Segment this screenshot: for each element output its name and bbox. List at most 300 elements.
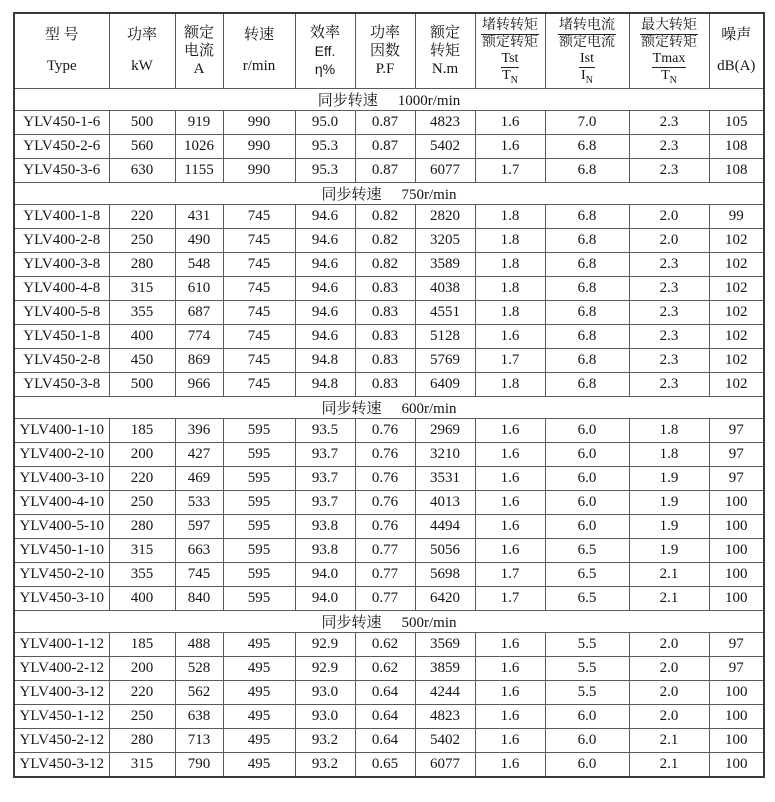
value-cell: 745 — [223, 277, 295, 301]
value-cell: 500 — [109, 111, 175, 135]
value-cell: 6.8 — [545, 349, 629, 373]
value-cell: 94.6 — [295, 229, 355, 253]
value-cell: 102 — [709, 349, 764, 373]
model-cell: YLV400-3-12 — [14, 681, 109, 705]
value-cell: 2.0 — [629, 205, 709, 229]
col-label-en: kW — [131, 57, 153, 74]
section-label — [14, 611, 764, 633]
model-cell: YLV450-2-6 — [14, 135, 109, 159]
value-cell: 1.8 — [475, 301, 545, 325]
fraction-denominator-zh: 额定转矩 — [641, 35, 697, 50]
col-header-rated-current — [175, 13, 223, 89]
value-cell: 1.6 — [475, 491, 545, 515]
value-cell: 97 — [709, 419, 764, 443]
value-cell: 220 — [109, 205, 175, 229]
model-cell: YLV400-4-10 — [14, 491, 109, 515]
value-cell: 94.6 — [295, 325, 355, 349]
col-label-zh: 额定 — [429, 24, 460, 41]
value-cell: 1.6 — [475, 467, 545, 491]
model-cell: YLV400-1-12 — [14, 633, 109, 657]
value-cell: 548 — [175, 253, 223, 277]
table-row — [14, 491, 764, 515]
value-cell: 1.6 — [475, 729, 545, 753]
value-cell: 745 — [175, 563, 223, 587]
value-cell: 0.83 — [355, 349, 415, 373]
model-cell: YLV400-5-8 — [14, 301, 109, 325]
value-cell: 1.8 — [629, 419, 709, 443]
value-cell: 1.6 — [475, 419, 545, 443]
value-cell: 0.76 — [355, 467, 415, 491]
value-cell: 99 — [709, 205, 764, 229]
value-cell: 1.6 — [475, 705, 545, 729]
value-cell: 4038 — [415, 277, 475, 301]
value-cell: 450 — [109, 349, 175, 373]
value-cell: 1.8 — [475, 277, 545, 301]
section-label-prefix: 同步转速 — [317, 93, 378, 109]
value-cell: 315 — [109, 277, 175, 301]
value-cell: 1.6 — [475, 325, 545, 349]
value-cell: 6.0 — [545, 443, 629, 467]
value-cell: 469 — [175, 467, 223, 491]
table-row — [14, 633, 764, 657]
value-cell: 102 — [709, 253, 764, 277]
value-cell: 1.9 — [629, 515, 709, 539]
table-row — [14, 301, 764, 325]
value-cell: 745 — [223, 301, 295, 325]
value-cell: 92.9 — [295, 657, 355, 681]
value-cell: 400 — [109, 587, 175, 611]
value-cell: 6.8 — [545, 229, 629, 253]
col-label-en: P.F — [375, 60, 395, 77]
value-cell: 1.6 — [475, 657, 545, 681]
table-row — [14, 135, 764, 159]
col-header-locked-current-ratio — [545, 13, 629, 89]
fraction-numerator-en: Tmax — [652, 51, 686, 66]
col-header-rated-torque — [415, 13, 475, 89]
value-cell: 3205 — [415, 229, 475, 253]
motor-spec-table — [13, 12, 765, 778]
model-cell: YLV400-3-8 — [14, 253, 109, 277]
table-row — [14, 325, 764, 349]
value-cell: 774 — [175, 325, 223, 349]
value-cell: 396 — [175, 419, 223, 443]
col-label-zh: 转矩 — [429, 42, 460, 59]
value-cell: 108 — [709, 159, 764, 183]
document-sheet — [13, 12, 765, 778]
value-cell: 790 — [175, 753, 223, 778]
value-cell: 6.0 — [545, 705, 629, 729]
value-cell: 1.9 — [629, 467, 709, 491]
value-cell: 95.3 — [295, 159, 355, 183]
value-cell: 6077 — [415, 159, 475, 183]
table-row — [14, 229, 764, 253]
col-header-speed — [223, 13, 295, 89]
value-cell: 840 — [175, 587, 223, 611]
fraction-numerator-zh: 堵转电流 — [559, 18, 615, 33]
table-row — [14, 111, 764, 135]
value-cell: 6409 — [415, 373, 475, 397]
section-label-prefix: 同步转速 — [321, 401, 382, 417]
value-cell: 108 — [709, 135, 764, 159]
value-cell: 95.3 — [295, 135, 355, 159]
value-cell: 562 — [175, 681, 223, 705]
value-cell: 0.83 — [355, 373, 415, 397]
value-cell: 100 — [709, 753, 764, 778]
value-cell: 528 — [175, 657, 223, 681]
value-cell: 100 — [709, 539, 764, 563]
value-cell: 250 — [109, 705, 175, 729]
value-cell: 0.76 — [355, 443, 415, 467]
value-cell: 4244 — [415, 681, 475, 705]
value-cell: 92.9 — [295, 633, 355, 657]
value-cell: 0.87 — [355, 111, 415, 135]
table-row — [14, 253, 764, 277]
model-cell: YLV400-5-10 — [14, 515, 109, 539]
value-cell: 1.9 — [629, 491, 709, 515]
value-cell: 220 — [109, 467, 175, 491]
value-cell: 919 — [175, 111, 223, 135]
value-cell: 488 — [175, 633, 223, 657]
value-cell: 595 — [223, 563, 295, 587]
value-cell: 2.3 — [629, 325, 709, 349]
value-cell: 713 — [175, 729, 223, 753]
model-cell: YLV450-1-12 — [14, 705, 109, 729]
value-cell: 0.87 — [355, 135, 415, 159]
value-cell: 966 — [175, 373, 223, 397]
value-cell: 595 — [223, 467, 295, 491]
value-cell: 97 — [709, 467, 764, 491]
value-cell: 93.0 — [295, 681, 355, 705]
col-header-max-torque-ratio — [629, 13, 709, 89]
value-cell: 3859 — [415, 657, 475, 681]
table-row — [14, 349, 764, 373]
model-cell: YLV450-3-8 — [14, 373, 109, 397]
value-cell: 869 — [175, 349, 223, 373]
value-cell: 315 — [109, 753, 175, 778]
section-header-row — [14, 183, 764, 205]
value-cell: 355 — [109, 563, 175, 587]
value-cell: 2.3 — [629, 135, 709, 159]
value-cell: 1.7 — [475, 587, 545, 611]
col-label-zh: 电流 — [183, 42, 214, 59]
table-row — [14, 563, 764, 587]
value-cell: 1.6 — [475, 111, 545, 135]
value-cell: 2969 — [415, 419, 475, 443]
value-cell: 100 — [709, 563, 764, 587]
value-cell: 595 — [223, 539, 295, 563]
value-cell: 94.6 — [295, 301, 355, 325]
model-cell: YLV400-2-10 — [14, 443, 109, 467]
col-label-en: A — [193, 60, 205, 77]
header-row — [14, 13, 764, 89]
value-cell: 2.0 — [629, 681, 709, 705]
value-cell: 0.82 — [355, 229, 415, 253]
col-label-zh: 功率 — [126, 27, 157, 44]
value-cell: 220 — [109, 681, 175, 705]
value-cell: 595 — [223, 491, 295, 515]
value-cell: 6.8 — [545, 373, 629, 397]
value-cell: 5698 — [415, 563, 475, 587]
table-row — [14, 467, 764, 491]
value-cell: 6.0 — [545, 419, 629, 443]
value-cell: 1.6 — [475, 681, 545, 705]
value-cell: 3569 — [415, 633, 475, 657]
value-cell: 4013 — [415, 491, 475, 515]
value-cell: 0.77 — [355, 587, 415, 611]
value-cell: 1155 — [175, 159, 223, 183]
value-cell: 355 — [109, 301, 175, 325]
value-cell: 2.3 — [629, 159, 709, 183]
value-cell: 0.64 — [355, 681, 415, 705]
value-cell: 5769 — [415, 349, 475, 373]
value-cell: 0.82 — [355, 253, 415, 277]
value-cell: 560 — [109, 135, 175, 159]
col-header-noise — [709, 13, 764, 89]
model-cell: YLV400-1-10 — [14, 419, 109, 443]
value-cell: 94.0 — [295, 587, 355, 611]
value-cell: 1.6 — [475, 753, 545, 778]
table-row — [14, 443, 764, 467]
table-row — [14, 657, 764, 681]
section-label — [14, 397, 764, 419]
value-cell: 495 — [223, 729, 295, 753]
value-cell: 1.8 — [475, 253, 545, 277]
value-cell: 610 — [175, 277, 223, 301]
value-cell: 0.82 — [355, 205, 415, 229]
col-label-zh: 功率 — [369, 24, 400, 41]
value-cell: 94.6 — [295, 277, 355, 301]
table-row — [14, 753, 764, 778]
value-cell: 6.8 — [545, 325, 629, 349]
value-cell: 1.6 — [475, 135, 545, 159]
value-cell: 6077 — [415, 753, 475, 778]
value-cell: 2.3 — [629, 301, 709, 325]
value-cell: 4823 — [415, 111, 475, 135]
value-cell: 6.8 — [545, 301, 629, 325]
value-cell: 93.8 — [295, 539, 355, 563]
value-cell: 495 — [223, 705, 295, 729]
value-cell: 6.0 — [545, 467, 629, 491]
col-header-power-factor — [355, 13, 415, 89]
value-cell: 280 — [109, 253, 175, 277]
value-cell: 6420 — [415, 587, 475, 611]
col-header-type — [14, 13, 109, 89]
section-header-row — [14, 89, 764, 111]
fraction-denominator-en: $T_N$ — [661, 68, 677, 86]
table-row — [14, 587, 764, 611]
value-cell: 1.6 — [475, 515, 545, 539]
model-cell: YLV450-3-12 — [14, 753, 109, 778]
value-cell: 1.7 — [475, 159, 545, 183]
value-cell: 102 — [709, 277, 764, 301]
value-cell: 94.8 — [295, 373, 355, 397]
value-cell: 93.2 — [295, 753, 355, 778]
value-cell: 6.5 — [545, 563, 629, 587]
value-cell: 4494 — [415, 515, 475, 539]
value-cell: 2.0 — [629, 657, 709, 681]
value-cell: 495 — [223, 681, 295, 705]
value-cell: 5128 — [415, 325, 475, 349]
model-cell: YLV450-3-6 — [14, 159, 109, 183]
value-cell: 102 — [709, 373, 764, 397]
model-cell: YLV450-1-8 — [14, 325, 109, 349]
value-cell: 2.3 — [629, 111, 709, 135]
model-cell: YLV400-2-8 — [14, 229, 109, 253]
value-cell: 7.0 — [545, 111, 629, 135]
value-cell: 5.5 — [545, 657, 629, 681]
value-cell: 93.5 — [295, 419, 355, 443]
col-label-en: N.m — [431, 60, 459, 77]
table-row — [14, 681, 764, 705]
value-cell: 5056 — [415, 539, 475, 563]
value-cell: 2.1 — [629, 729, 709, 753]
value-cell: 94.6 — [295, 205, 355, 229]
value-cell: 5402 — [415, 729, 475, 753]
value-cell: 100 — [709, 705, 764, 729]
col-header-locked-torque-ratio — [475, 13, 545, 89]
table-row — [14, 277, 764, 301]
value-cell: 0.83 — [355, 301, 415, 325]
value-cell: 0.64 — [355, 705, 415, 729]
value-cell: 663 — [175, 539, 223, 563]
section-label-prefix: 同步转速 — [321, 187, 382, 203]
section-header-row — [14, 611, 764, 633]
value-cell: 250 — [109, 491, 175, 515]
value-cell: 2820 — [415, 205, 475, 229]
value-cell: 6.8 — [545, 253, 629, 277]
col-label-en: Eff. — [314, 42, 336, 59]
table-row — [14, 373, 764, 397]
value-cell: 0.62 — [355, 657, 415, 681]
value-cell: 6.5 — [545, 587, 629, 611]
value-cell: 3210 — [415, 443, 475, 467]
col-label-en: dB(A) — [717, 57, 756, 74]
value-cell: 2.0 — [629, 633, 709, 657]
table-row — [14, 729, 764, 753]
value-cell: 595 — [223, 443, 295, 467]
value-cell: 5402 — [415, 135, 475, 159]
value-cell: 595 — [223, 515, 295, 539]
value-cell: 2.3 — [629, 277, 709, 301]
fraction-numerator-zh: 最大转矩 — [641, 18, 697, 33]
value-cell: 0.65 — [355, 753, 415, 778]
fraction-numerator-zh: 堵转转矩 — [482, 18, 538, 33]
value-cell: 595 — [223, 419, 295, 443]
value-cell: 990 — [223, 111, 295, 135]
value-cell: 200 — [109, 443, 175, 467]
col-label-zh: 型 号 — [44, 27, 79, 44]
section-label — [14, 183, 764, 205]
section-label-speed: 600r/min — [401, 401, 457, 417]
col-label-en: η% — [314, 60, 336, 77]
value-cell: 1.8 — [475, 373, 545, 397]
value-cell: 1.9 — [629, 539, 709, 563]
value-cell: 100 — [709, 491, 764, 515]
value-cell: 6.0 — [545, 491, 629, 515]
value-cell: 2.3 — [629, 349, 709, 373]
value-cell: 250 — [109, 229, 175, 253]
value-cell: 94.0 — [295, 563, 355, 587]
value-cell: 6.5 — [545, 539, 629, 563]
value-cell: 495 — [223, 633, 295, 657]
model-cell: YLV450-1-10 — [14, 539, 109, 563]
col-label-zh: 额定 — [183, 24, 214, 41]
value-cell: 100 — [709, 515, 764, 539]
value-cell: 4551 — [415, 301, 475, 325]
model-cell: YLV450-3-10 — [14, 587, 109, 611]
value-cell: 630 — [109, 159, 175, 183]
model-cell: YLV450-2-10 — [14, 563, 109, 587]
model-cell: YLV400-2-12 — [14, 657, 109, 681]
col-label-zh: 转速 — [243, 27, 274, 44]
value-cell: 533 — [175, 491, 223, 515]
value-cell: 2.3 — [629, 253, 709, 277]
value-cell: 0.83 — [355, 325, 415, 349]
table-header — [14, 13, 764, 89]
value-cell: 990 — [223, 135, 295, 159]
value-cell: 200 — [109, 657, 175, 681]
value-cell: 93.7 — [295, 467, 355, 491]
value-cell: 6.0 — [545, 729, 629, 753]
value-cell: 0.62 — [355, 633, 415, 657]
value-cell: 0.77 — [355, 563, 415, 587]
value-cell: 597 — [175, 515, 223, 539]
table-row — [14, 539, 764, 563]
section-label-speed: 750r/min — [401, 187, 457, 203]
fraction-denominator-en: $I_N$ — [581, 68, 593, 86]
value-cell: 0.77 — [355, 539, 415, 563]
value-cell: 94.6 — [295, 253, 355, 277]
value-cell: 1.6 — [475, 539, 545, 563]
value-cell: 100 — [709, 681, 764, 705]
col-label-zh: 效率 — [309, 24, 340, 41]
value-cell: 185 — [109, 419, 175, 443]
value-cell: 0.76 — [355, 515, 415, 539]
value-cell: 2.3 — [629, 373, 709, 397]
value-cell: 0.76 — [355, 491, 415, 515]
value-cell: 6.8 — [545, 135, 629, 159]
value-cell: 102 — [709, 301, 764, 325]
value-cell: 745 — [223, 325, 295, 349]
value-cell: 5.5 — [545, 681, 629, 705]
value-cell: 95.0 — [295, 111, 355, 135]
model-cell: YLV400-4-8 — [14, 277, 109, 301]
value-cell: 745 — [223, 373, 295, 397]
section-label — [14, 89, 764, 111]
value-cell: 2.1 — [629, 563, 709, 587]
section-label-speed: 500r/min — [401, 615, 457, 631]
value-cell: 1026 — [175, 135, 223, 159]
value-cell: 0.83 — [355, 277, 415, 301]
value-cell: 490 — [175, 229, 223, 253]
model-cell: YLV400-3-10 — [14, 467, 109, 491]
value-cell: 745 — [223, 349, 295, 373]
value-cell: 687 — [175, 301, 223, 325]
value-cell: 1.8 — [475, 229, 545, 253]
value-cell: 6.0 — [545, 515, 629, 539]
value-cell: 4823 — [415, 705, 475, 729]
value-cell: 6.8 — [545, 205, 629, 229]
table-row — [14, 515, 764, 539]
model-cell: YLV450-2-8 — [14, 349, 109, 373]
table-row — [14, 159, 764, 183]
value-cell: 3589 — [415, 253, 475, 277]
model-cell: YLV450-1-6 — [14, 111, 109, 135]
value-cell: 102 — [709, 325, 764, 349]
value-cell: 1.7 — [475, 563, 545, 587]
value-cell: 745 — [223, 253, 295, 277]
fraction-numerator-en: Ist — [580, 51, 594, 66]
